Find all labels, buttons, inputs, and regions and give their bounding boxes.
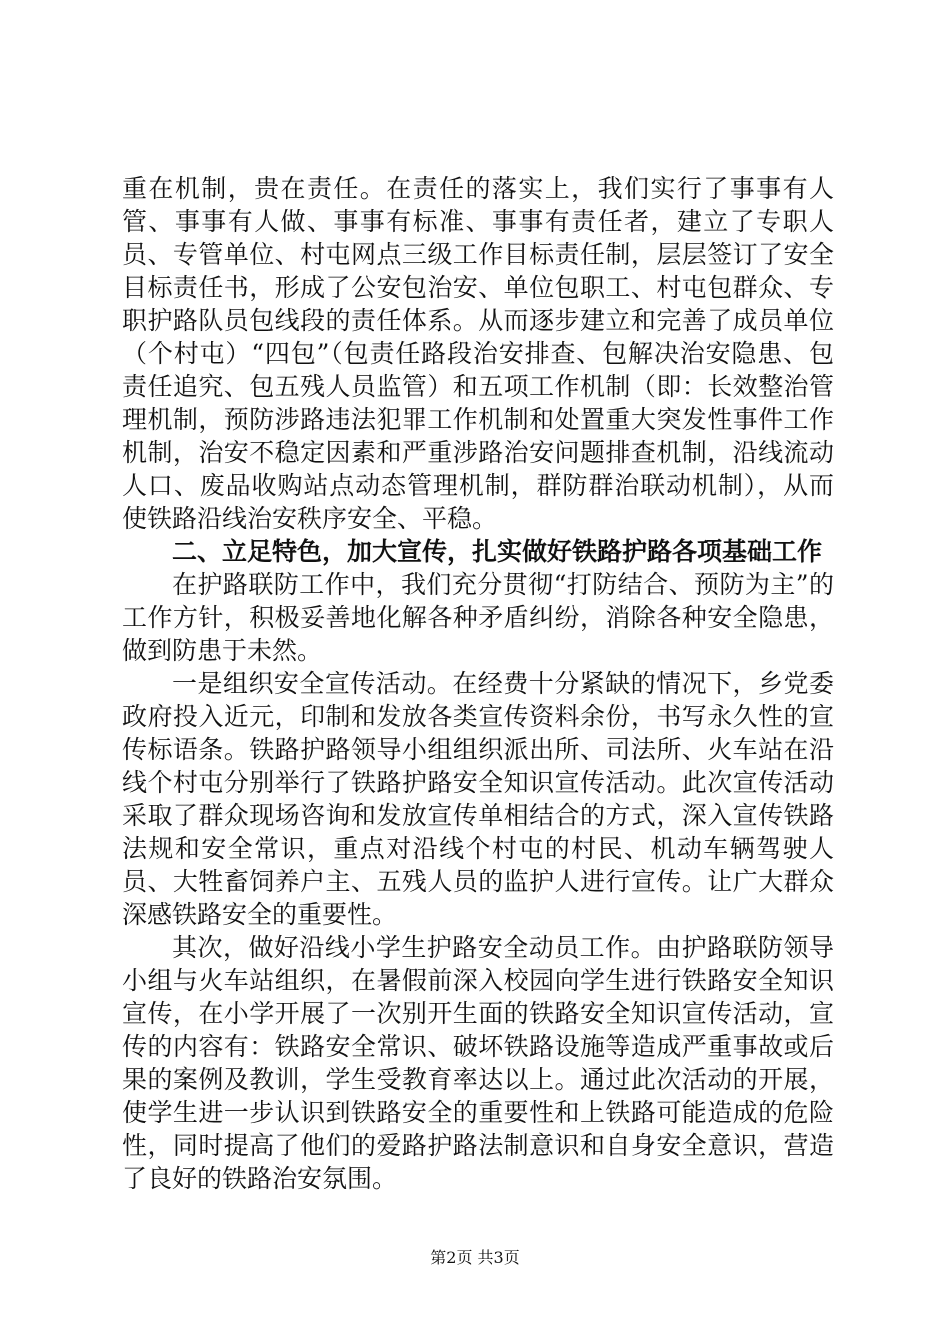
document-body [122, 172, 834, 1195]
paragraph-student-mobilization: 其次，做好沿线小学生护路安全动员工作。由护路联防领导小组与火车站组织，在暑假前深入校园向学生进行铁路安全知识宣传，在小学开展了一次别开生面的铁路安全知识宣传活动，宣传的内容有：铁路安全常识、破坏铁路设施等造成严重事故或后果的案例及教训，学生受教育率达以上。通过此次活动的开展，使学生进一步认识到铁路安全的重要性和上铁路可能造成的危险性，同时提高了他们的爱路护路法制意识和自身安全意识，营造了良好的铁路治安氛围。 [122, 933, 834, 1193]
paragraph-safety-publicity: 一是组织安全宣传活动。在经费十分紧缺的情况下，乡党委政府投入近元，印制和发放各类宣传资料余份，书写永久性的宣传标语条。铁路护路领导小组组织派出所、司法所、火车站在沿线个村屯分别举行了铁路护路安全知识宣传活动。此次宣传活动采取了群众现场咨询和发放宣传单相结合的方式，深入宣传铁路法规和安全常识，重点对沿线个村屯的村民、机动车辆驾驶人员、大牲畜饲养户主、五残人员的监护人进行宣传。让广大群众深感铁路安全的重要性。 [122, 669, 834, 929]
page-footer: 第2页 共3页 [430, 1248, 520, 1267]
section-heading-2: 二、立足特色，加大宣传，扎实做好铁路护路各项基础工作 [172, 537, 823, 566]
paragraph-prevention-policy: 在护路联防工作中，我们充分贯彻“打防结合、预防为主”的工作方针，积极妥善地化解各种矛盾纠纷，消除各种安全隐患，做到防患于未然。 [122, 570, 834, 665]
paragraph-responsibility-mechanism: 重在机制，贵在责任。在责任的落实上，我们实行了事事有人管、事事有人做、事事有标准、事事有责任者，建立了专职人员、专管单位、村屯网点三级工作目标责任制，层层签订了安全目标责任书，形成了公安包治安、单位包职工、村屯包群众、专职护路队员包线段的责任体系。从而逐步建立和完善了成员单位（个村屯）“四包”（包责任路段治安排查、包解决治安隐患、包责任追究、包五残人员监管）和五项工作机制（即：长效整治管理机制，预防涉路违法犯罪工作机制和处置重大突发性事件工作机制，治安不稳定因素和严重涉路治安问题排查机制，沿线流动人口、废品收购站点动态管理机制，群防群治联动机制），从而使铁路沿线治安秩序安全、平稳。 [122, 174, 834, 533]
